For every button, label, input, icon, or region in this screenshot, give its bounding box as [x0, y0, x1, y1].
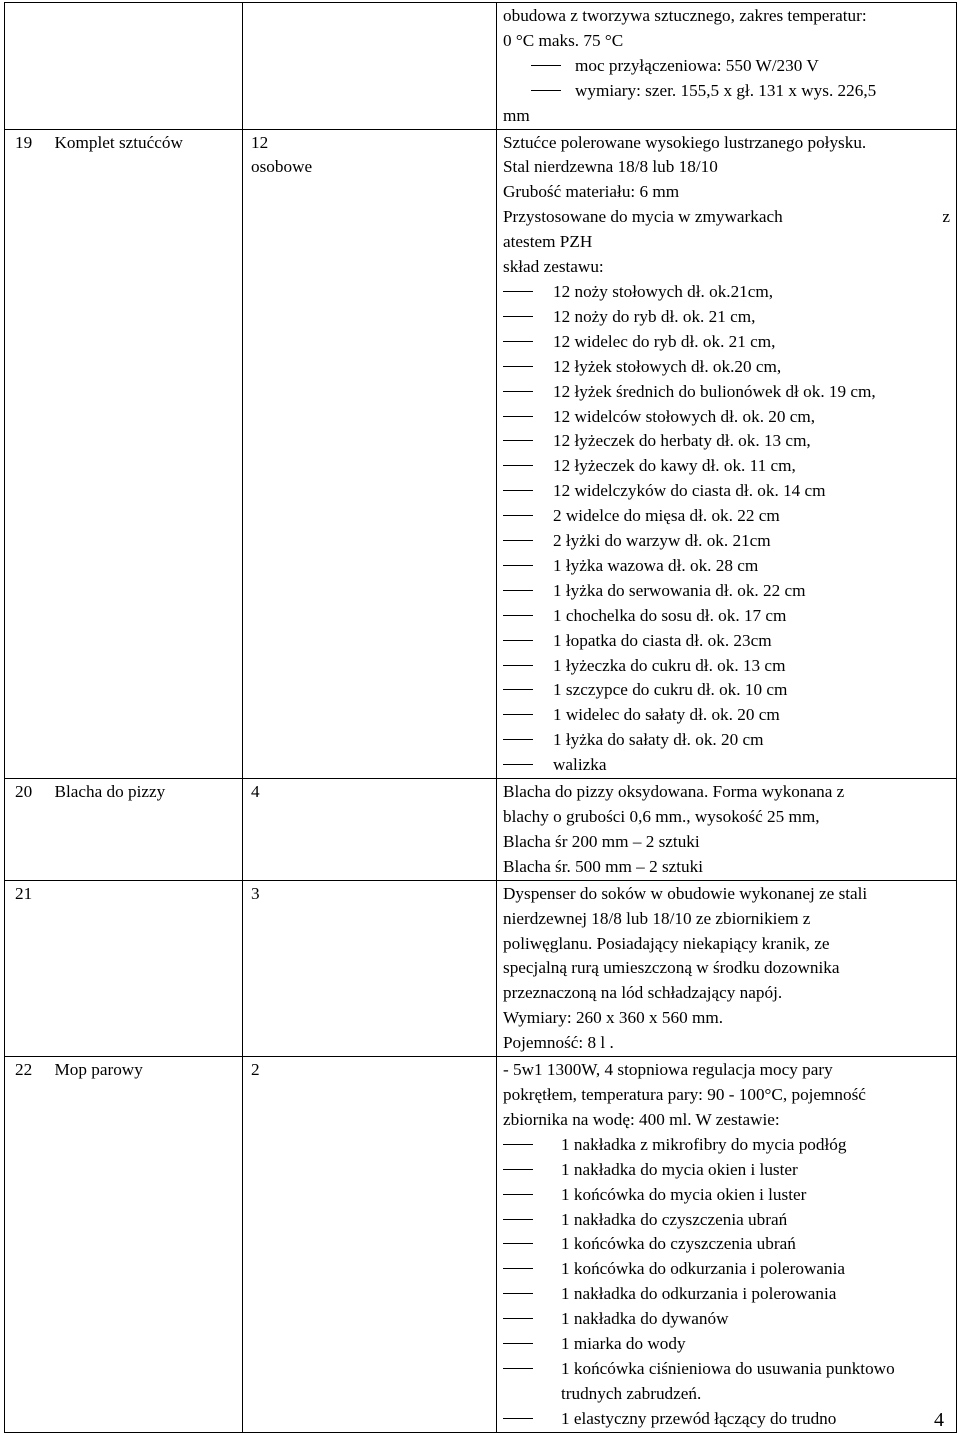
list-item: moc przyłączeniowa: 550 W/230 V [503, 54, 950, 79]
table-row-22 [5, 1057, 957, 1433]
dash-bullet [503, 1194, 533, 1195]
dash-bullet [503, 1243, 533, 1244]
lp-cell: 19 [5, 129, 55, 779]
dash-bullet [503, 764, 533, 765]
description-cell [497, 880, 957, 1056]
list-item: walizka [503, 753, 950, 778]
dash-bullet [503, 440, 533, 441]
qty-value: 12 [251, 132, 269, 152]
dash-bullet [503, 665, 533, 666]
desc-line: pokrętłem, temperatura pary: 90 - 100°C, pojemność [503, 1084, 866, 1104]
desc-line: Pojemność: 8 l . [503, 1033, 614, 1053]
list-item: 1 łyżka wazowa dł. ok. 28 cm [503, 554, 950, 579]
list-item: 1 końcówka do mycia okien i luster [503, 1183, 950, 1208]
qty-unit: osobowe [251, 157, 313, 177]
list-item: 1 nakładka do mycia okien i luster [503, 1158, 950, 1183]
description-cell [497, 779, 957, 881]
description-cell [497, 1057, 957, 1433]
list-item: 12 łyżek średnich do bulionówek dł ok. 19 cm, [503, 380, 950, 405]
desc-line: Wymiary: 260 x 360 x 560 mm. [503, 1008, 723, 1028]
dash-bullet [503, 1144, 533, 1145]
desc-line: przeznaczoną na lód schładzający napój. [503, 983, 783, 1003]
desc-line: Stal nierdzewna 18/8 lub 18/10 [503, 157, 718, 177]
list-item: 2 widelce do mięsa dł. ok. 22 cm [503, 504, 950, 529]
dash-bullet [503, 1169, 533, 1170]
dash-bullet [503, 341, 533, 342]
qty-cell [243, 129, 497, 779]
list-item: 12 widelec do ryb dł. ok. 21 cm, [503, 330, 950, 355]
desc-line: Dyspenser do soków w obudowie wykonanej ze stali [503, 883, 868, 903]
dash-bullet [503, 1318, 533, 1319]
list-item: 1 łopatka do ciasta dł. ok. 23cm [503, 629, 950, 654]
dash-bullet [503, 1368, 533, 1369]
description-cell [497, 129, 957, 779]
dash-bullet [503, 1418, 533, 1419]
list-item: 1 końcówka do czyszczenia ubrań [503, 1232, 950, 1257]
list-item: 1 miarka do wody [503, 1332, 950, 1357]
dash-bullet [503, 739, 533, 740]
name-cell: Komplet sztućców [55, 129, 243, 779]
list-item: 1 chochelka do sosu dł. ok. 17 cm [503, 604, 950, 629]
list-item: 1 szczypce do cukru dł. ok. 10 cm [503, 678, 950, 703]
dash-bullet [503, 540, 533, 541]
list-item: 1 łyżka do serwowania dł. ok. 22 cm [503, 579, 950, 604]
qty-cell: 2 [243, 1057, 497, 1433]
cutlery-list [503, 280, 950, 778]
dash-bullet [503, 714, 533, 715]
table-row-prev [5, 3, 957, 130]
desc-line: skład zestawu: [503, 257, 604, 277]
dash-bullet [503, 416, 533, 417]
dash-bullet [503, 465, 533, 466]
qty-cell [243, 3, 497, 130]
desc-line: zbiornika na wodę: 400 ml. W zestawie: [503, 1109, 780, 1129]
dash-bullet [503, 1293, 533, 1294]
name-cell: Mop parowy [55, 1057, 243, 1433]
desc-line: Blacha śr 200 mm – 2 sztuki [503, 831, 700, 851]
lp-cell: 21 [5, 880, 55, 1056]
lp-cell: 22 [5, 1057, 55, 1433]
list-item: 12 łyżeczek do herbaty dł. ok. 13 cm, [503, 429, 950, 454]
list-item: 12 noży stołowych dł. ok.21cm, [503, 280, 950, 305]
list-item: 12 widelców stołowych dł. ok. 20 cm, [503, 405, 950, 430]
desc-line: obudowa z tworzywa sztucznego, zakres temperatur: [503, 6, 867, 25]
dash-bullet [503, 291, 533, 292]
desc-line: Sztućce polerowane wysokiego lustrzanego połysku. [503, 132, 867, 152]
dash-bullet [503, 590, 533, 591]
dash-bullet [503, 391, 533, 392]
desc-line: blachy o grubości 0,6 mm., wysokość 25 mm, [503, 807, 820, 826]
dash-bullet [503, 366, 533, 367]
desc-line: specjalną rurą umieszczoną w środku dozownika [503, 958, 840, 978]
dash-bullet [503, 316, 533, 317]
table-row-20 [5, 779, 957, 881]
qty-cell: 4 [243, 779, 497, 881]
dash-bullet [503, 1268, 533, 1269]
desc-line: Grubość materiału: 6 mm [503, 182, 680, 202]
dash-bullet [531, 90, 561, 91]
dash-bullet [503, 640, 533, 641]
description-cell [497, 3, 957, 130]
qty-cell: 3 [243, 880, 497, 1056]
list-item: 1 łyżka do sałaty dł. ok. 20 cm [503, 728, 950, 753]
dash-bullet [503, 689, 533, 690]
list-item: 1 nakładka do czyszczenia ubrań [503, 1208, 950, 1233]
lp-cell [5, 3, 55, 130]
list-item-continuation: trudnych zabrudzeń. [561, 1383, 702, 1403]
spec-table [4, 2, 957, 1433]
list-item: wymiary: szer. 155,5 x gł. 131 x wys. 226,5 [503, 79, 950, 104]
list-item: 12 łyżeczek do kawy dł. ok. 11 cm, [503, 454, 950, 479]
dash-bullet [503, 615, 533, 616]
lp-cell: 20 [5, 779, 55, 881]
list-item: 12 łyżek stołowych dł. ok.20 cm, [503, 355, 950, 380]
table-row-19 [5, 129, 957, 779]
list-item: 1 elastyczny przewód łączący do trudno [503, 1407, 950, 1432]
mop-accessories-list [503, 1133, 950, 1357]
list-item: 1 łyżeczka do cukru dł. ok. 13 cm [503, 654, 950, 679]
desc-line: Blacha śr. 500 mm – 2 sztuki [503, 856, 704, 876]
table-row-21 [5, 880, 957, 1056]
dash-bullet [503, 515, 533, 516]
desc-line: 0 °C maks. 75 °C [503, 30, 624, 50]
list-item: 12 noży do ryb dł. ok. 21 cm, [503, 305, 950, 330]
desc-line: - 5w1 1300W, 4 stopniowa regulacja mocy pary [503, 1060, 833, 1080]
desc-line: mm [503, 105, 530, 125]
desc-line: atestem PZH [503, 232, 593, 252]
list-item: 12 widelczyków do ciasta dł. ok. 14 cm [503, 479, 950, 504]
list-item: 1 końcówka do odkurzania i polerowania [503, 1257, 950, 1282]
desc-justified-line: Przystosowane do mycia w zmywarkach z [503, 207, 950, 227]
list-item: 1 nakładka do dywanów [503, 1307, 950, 1332]
name-cell [55, 3, 243, 130]
dash-bullet [531, 65, 561, 66]
desc-line: Blacha do pizzy oksydowana. Forma wykonana z [503, 782, 845, 802]
list-item: 1 końcówka ciśnieniowa do usuwania punktowo [503, 1357, 950, 1382]
name-cell [55, 880, 243, 1056]
dash-bullet [503, 565, 533, 566]
list-item: 1 nakładka z mikrofibry do mycia podłóg [503, 1133, 950, 1158]
desc-line: poliwęglanu. Posiadający niekapiący kranik, ze [503, 933, 830, 953]
dash-bullet [503, 1343, 533, 1344]
page-number: 4 [934, 1409, 944, 1431]
list-item: 2 łyżki do warzyw dł. ok. 21cm [503, 529, 950, 554]
desc-line: nierdzewnej 18/8 lub 18/10 ze zbiornikiem z [503, 908, 811, 928]
list-item: 1 widelec do sałaty dł. ok. 20 cm [503, 703, 950, 728]
list-item: 1 nakładka do odkurzania i polerowania [503, 1282, 950, 1307]
dash-bullet [503, 1219, 533, 1220]
name-cell: Blacha do pizzy [55, 779, 243, 881]
dash-bullet [503, 490, 533, 491]
